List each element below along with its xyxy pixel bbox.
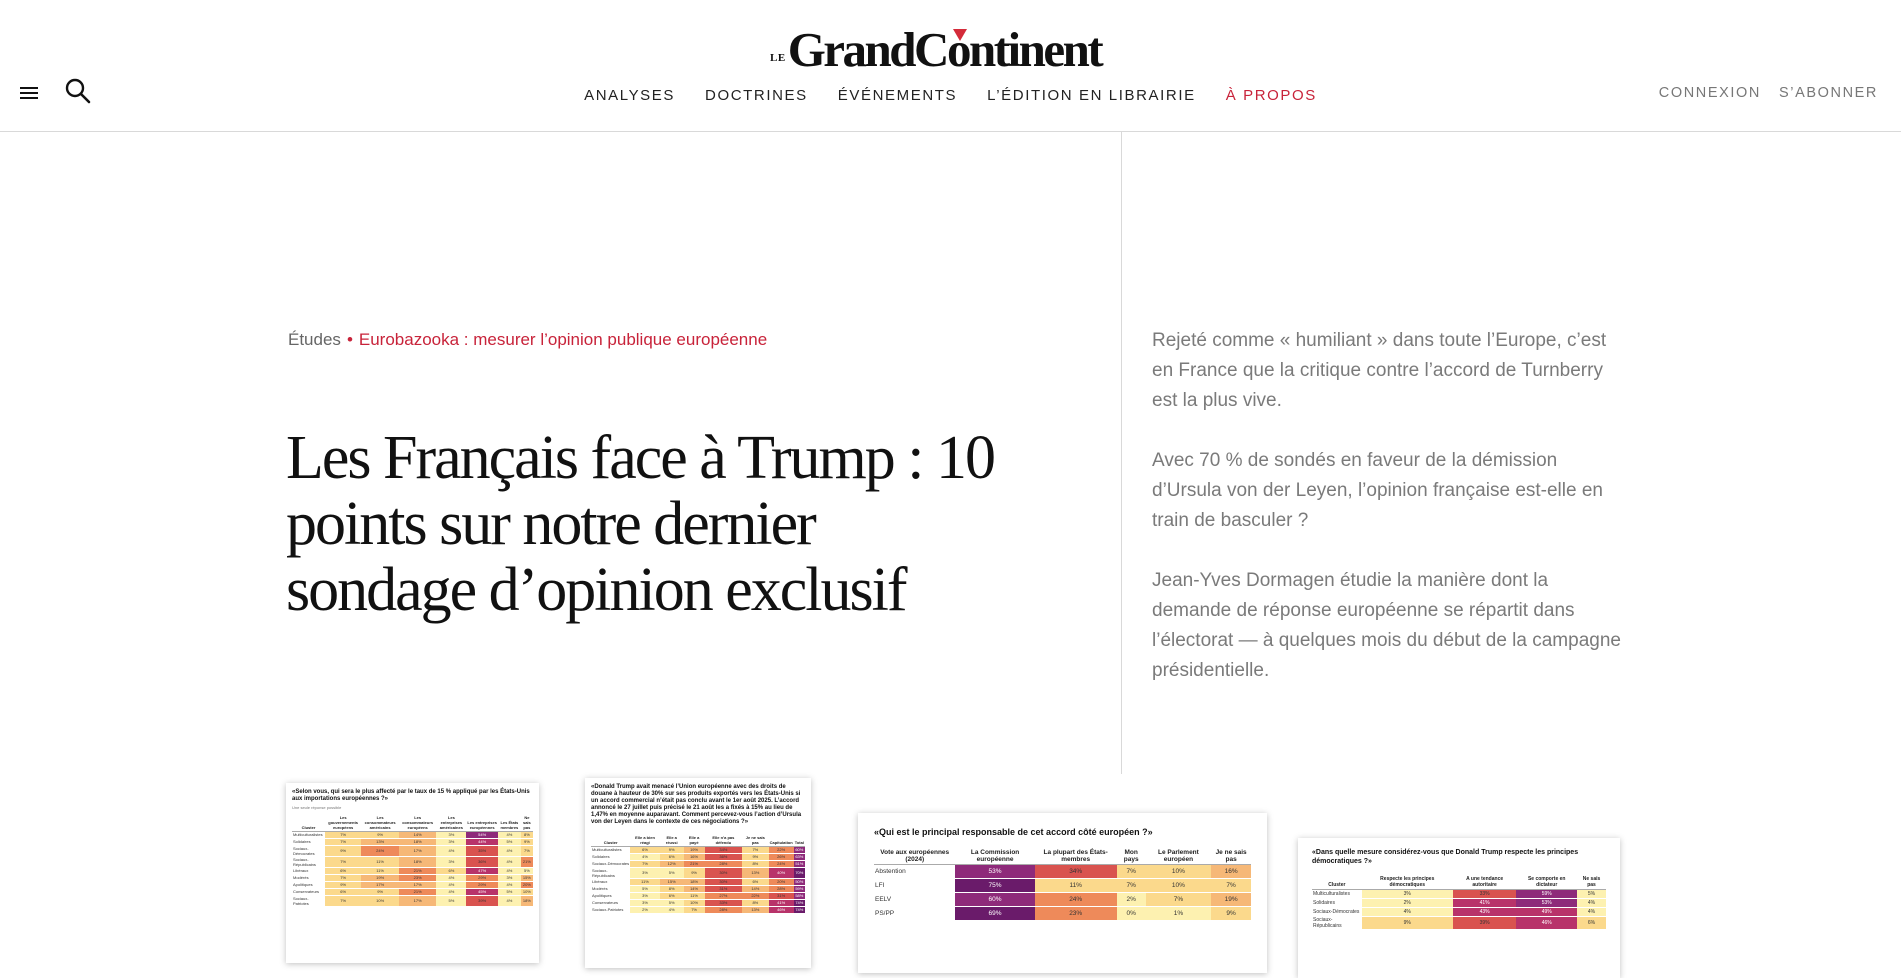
table-cell: 75% bbox=[955, 878, 1034, 892]
row-label: EELV bbox=[874, 892, 955, 906]
table-cell: 10% bbox=[1146, 878, 1212, 892]
table-cell: 7% bbox=[1211, 878, 1251, 892]
figure-thumbnail[interactable] bbox=[585, 778, 811, 968]
table-cell: 41% bbox=[769, 899, 794, 906]
table-cell: 26% bbox=[769, 853, 794, 860]
table-cell: 18% bbox=[521, 895, 533, 906]
table-cell: 44% bbox=[466, 838, 498, 845]
table-cell: 18% bbox=[684, 878, 705, 885]
table-cell: 13% bbox=[742, 867, 768, 878]
table-header-cell: Mon pays bbox=[1117, 844, 1146, 864]
table-cell: 6% bbox=[660, 892, 684, 899]
table-cell: 10% bbox=[1146, 864, 1212, 878]
table-cell: 4% bbox=[436, 845, 466, 856]
table-header-cell: Les entreprises européennes bbox=[466, 813, 498, 831]
table-cell: 7% bbox=[1146, 892, 1212, 906]
table-row bbox=[292, 895, 533, 906]
table-cell: 51% bbox=[795, 861, 804, 866]
table-row bbox=[292, 881, 533, 888]
row-label: Libéraux bbox=[292, 867, 325, 874]
table-cell: 21% bbox=[521, 856, 533, 867]
table-cell: 8% bbox=[742, 860, 768, 867]
table-cell: 6% bbox=[1577, 916, 1606, 929]
table-cell: 17% bbox=[399, 895, 436, 906]
table-cell: 11% bbox=[630, 878, 660, 885]
table-cell: 47% bbox=[466, 867, 498, 874]
table-cell: 9% bbox=[325, 845, 361, 856]
row-label: Sociaux-Patriotes bbox=[591, 906, 630, 913]
row-label: Conservateurs bbox=[292, 888, 325, 895]
table-cell: 17% bbox=[399, 845, 436, 856]
table-cell: 16% bbox=[1211, 864, 1251, 878]
table-cell: 4% bbox=[660, 906, 684, 913]
table-cell: 4% bbox=[1577, 907, 1606, 916]
breadcrumb-series[interactable]: Eurobazooka : mesurer l’opinion publique européenne bbox=[358, 330, 768, 349]
table-row bbox=[292, 831, 533, 838]
nav-item-analyses[interactable]: ANALYSES bbox=[584, 87, 676, 104]
table-cell: 4% bbox=[498, 845, 521, 856]
article-summary bbox=[1152, 326, 1622, 716]
table-cell: 74% bbox=[795, 907, 804, 912]
table-header-cell: Cluster bbox=[292, 813, 325, 831]
row-label: Solidaires bbox=[591, 853, 630, 860]
table-cell: 4% bbox=[498, 895, 521, 906]
table-cell: 45% bbox=[466, 888, 498, 895]
table-cell: 6% bbox=[436, 867, 466, 874]
table-cell: 63% bbox=[795, 854, 804, 859]
table-cell: 5% bbox=[498, 838, 521, 845]
table-cell: 31% bbox=[705, 885, 742, 892]
table-cell: 33% bbox=[1453, 889, 1517, 898]
table-cell: 54% bbox=[466, 831, 498, 838]
row-label: Sociaux-Républicains bbox=[591, 867, 630, 878]
table-row bbox=[292, 888, 533, 895]
table-cell: 39% bbox=[466, 895, 498, 906]
table-cell: 10% bbox=[684, 899, 705, 906]
row-label: Conservateurs bbox=[591, 899, 630, 906]
table-cell: 2% bbox=[1362, 898, 1453, 907]
table-header-cell: Les États membres bbox=[498, 813, 521, 831]
table-row bbox=[591, 892, 805, 899]
table-cell: 3% bbox=[630, 899, 660, 906]
table-cell: 8% bbox=[521, 831, 533, 838]
table-cell: 46% bbox=[769, 906, 794, 913]
table-cell: 29% bbox=[466, 881, 498, 888]
table-cell: 53% bbox=[955, 864, 1034, 878]
table-row bbox=[874, 906, 1251, 920]
table-row bbox=[591, 899, 805, 906]
table-cell: 11% bbox=[1035, 878, 1117, 892]
table-cell: 8% bbox=[660, 885, 684, 892]
row-label: Multiculturalistes bbox=[292, 831, 325, 838]
row-label: Sociaux-Démocrates bbox=[592, 861, 630, 866]
row-label: PS/PP bbox=[874, 906, 955, 920]
table-cell: 10% bbox=[521, 888, 533, 895]
figure-subtitle: Une seule réponse possible bbox=[292, 805, 342, 810]
row-label: Modérés bbox=[591, 885, 630, 892]
table-header-cell: Ne sais pas bbox=[521, 813, 533, 831]
figure-thumbnail[interactable] bbox=[286, 783, 539, 963]
table-cell: 19% bbox=[1211, 892, 1251, 906]
table-cell: 4% bbox=[436, 874, 466, 881]
summary-paragraph: Jean-Yves Dormagen étudie la manière dont la demande de réponse européenne se répartit dans l’électorat — à quelques mois du début de la campagne présidentielle. bbox=[1152, 570, 1621, 681]
table-header-cell: Je ne sais pas bbox=[1211, 844, 1251, 864]
table-row bbox=[874, 864, 1251, 878]
table-header-cell: Les entreprises américaines bbox=[436, 813, 466, 831]
row-label: Solidaires bbox=[292, 838, 325, 845]
table-cell: 9% bbox=[361, 888, 399, 895]
table-cell: 24% bbox=[361, 845, 399, 856]
table-cell: 18% bbox=[399, 856, 436, 867]
figure-thumbnail[interactable] bbox=[1298, 838, 1620, 978]
table-cell: 7% bbox=[325, 895, 361, 906]
table-cell: 16% bbox=[684, 853, 705, 860]
table-cell: 27% bbox=[705, 892, 742, 899]
summary-paragraph: Avec 70 % de sondés en faveur de la démission d’Ursula von der Leyen, l’opinion française est-elle en train de basculer ? bbox=[1152, 450, 1603, 531]
table-cell: 13% bbox=[742, 906, 768, 913]
table-header-cell: Se comporte en dictateur bbox=[1516, 871, 1577, 889]
nav-item-edition-librairie[interactable]: L’ÉDITION EN LIBRAIRIE bbox=[987, 87, 1196, 104]
table-header-cell: La Commission européenne bbox=[955, 844, 1034, 864]
table-cell: 6% bbox=[742, 878, 768, 885]
table-cell: 3% bbox=[436, 831, 466, 838]
table-cell: 18% bbox=[399, 838, 436, 845]
column-divider bbox=[1121, 132, 1122, 774]
table-header-cell: Respecte les principes démocratiques bbox=[1362, 871, 1453, 889]
table-cell: 70% bbox=[794, 867, 805, 878]
table-cell: 6% bbox=[325, 888, 361, 895]
table-header-cell: Ne sais pas bbox=[1577, 871, 1606, 889]
logo-accent-icon bbox=[953, 29, 967, 41]
row-label: Abstention bbox=[874, 864, 955, 878]
table-row bbox=[591, 853, 805, 860]
table-cell: 5% bbox=[498, 888, 521, 895]
table-cell: 43% bbox=[1453, 907, 1517, 916]
figure-table bbox=[1312, 871, 1606, 930]
table-header-cell: Le Parlement européen bbox=[1146, 844, 1212, 864]
table-cell: 34% bbox=[1035, 864, 1117, 878]
table-cell: 9% bbox=[742, 853, 768, 860]
table-row bbox=[1312, 889, 1606, 898]
table-cell: 36% bbox=[466, 856, 498, 867]
table-cell: 7% bbox=[325, 874, 361, 881]
table-cell: 30% bbox=[705, 878, 742, 885]
table-row bbox=[292, 874, 533, 881]
table-cell: 7% bbox=[742, 846, 768, 853]
nav-item-a-propos[interactable]: À PROPOS bbox=[1225, 87, 1317, 104]
table-cell: 39% bbox=[1453, 916, 1517, 929]
table-cell: 3% bbox=[630, 892, 660, 899]
row-label: Solidaires bbox=[1312, 898, 1362, 907]
table-cell: 59% bbox=[1516, 889, 1577, 898]
table-row bbox=[591, 860, 805, 867]
row-label: Multiculturalistes bbox=[1312, 889, 1362, 898]
table-cell: 9% bbox=[1362, 916, 1453, 929]
table-row bbox=[874, 892, 1251, 906]
table-header-cell: A une tendance autoritaire bbox=[1453, 871, 1517, 889]
row-label: Libéraux bbox=[591, 878, 630, 885]
table-row bbox=[591, 885, 805, 892]
summary-paragraph: Rejeté comme « humiliant » dans toute l’Europe, c’est en France que la critique contre l’accord de Turnberry est la plus vive. bbox=[1152, 330, 1607, 411]
table-row bbox=[591, 867, 805, 878]
figure-thumbnail[interactable] bbox=[858, 813, 1267, 973]
auth-links bbox=[1659, 85, 1878, 101]
table-cell: 28% bbox=[769, 885, 794, 892]
table-header-cell: Elle n’a pas défendu bbox=[705, 828, 742, 846]
table-header-cell: Elle a bien réagi bbox=[630, 828, 660, 846]
figure-question: «Qui est le principal responsable de cet accord côté européen ?» bbox=[874, 827, 1153, 837]
table-cell: 7% bbox=[325, 856, 361, 867]
table-cell: 30% bbox=[705, 867, 742, 878]
table-header-cell: Les consommateurs européens bbox=[399, 813, 436, 831]
article-title: Les Français face à Trump : 10 points sur notre dernier sondage d’opinion exclusif bbox=[286, 424, 994, 624]
table-cell: 7% bbox=[325, 831, 361, 838]
table-cell: 9% bbox=[1211, 906, 1251, 920]
table-header-cell: La plupart des États-membres bbox=[1035, 844, 1117, 864]
table-cell: 28% bbox=[705, 906, 742, 913]
table-cell: 28% bbox=[705, 860, 742, 867]
table-cell: 23% bbox=[1035, 906, 1117, 920]
table-cell: 12% bbox=[660, 860, 684, 867]
table-cell: 11% bbox=[361, 856, 399, 867]
table-cell: 6% bbox=[660, 853, 684, 860]
table-row bbox=[591, 906, 805, 913]
table-cell: 21% bbox=[684, 860, 705, 867]
nav-item-evenements[interactable]: ÉVÉNEMENTS bbox=[837, 87, 958, 104]
table-cell: 9% bbox=[325, 881, 361, 888]
table-cell: 7% bbox=[1117, 864, 1146, 878]
table-cell: 14% bbox=[742, 885, 768, 892]
table-cell: 11% bbox=[684, 892, 705, 899]
row-label: Sociaux-Démocrates bbox=[292, 845, 325, 856]
table-cell: 31% bbox=[769, 892, 794, 899]
table-header-cell: Elle a réussi bbox=[660, 828, 684, 846]
table-cell: 53% bbox=[1516, 898, 1577, 907]
table-cell: 4% bbox=[436, 888, 466, 895]
table-cell: 40% bbox=[769, 867, 794, 878]
figure-table bbox=[874, 844, 1251, 921]
table-cell: 3% bbox=[436, 838, 466, 845]
table-cell: 33% bbox=[705, 899, 742, 906]
table-cell: 2% bbox=[630, 906, 660, 913]
table-row bbox=[591, 878, 805, 885]
table-cell: 41% bbox=[1453, 898, 1517, 907]
logo-wordmark bbox=[787, 22, 1102, 77]
table-cell: 5% bbox=[436, 895, 466, 906]
table-header-cell: Les gouvernements européens bbox=[325, 813, 361, 831]
nav-item-doctrines[interactable]: DOCTRINES bbox=[705, 87, 808, 104]
figure-question: «Selon vous, qui sera le plus affecté par le taux de 15 % appliqué par les États-Unis aux importations européennes ?» bbox=[292, 789, 530, 802]
table-cell: 35% bbox=[466, 845, 498, 856]
table-cell: 3% bbox=[436, 856, 466, 867]
table-cell: 5% bbox=[521, 867, 533, 874]
table-cell: 4% bbox=[498, 867, 521, 874]
table-row bbox=[874, 878, 1251, 892]
table-cell: 2% bbox=[1117, 892, 1146, 906]
table-cell: 34% bbox=[705, 846, 742, 853]
table-cell: 9% bbox=[521, 838, 533, 845]
table-cell: 4% bbox=[1577, 898, 1606, 907]
table-cell: 11% bbox=[361, 867, 399, 874]
table-header-cell: Cluster bbox=[591, 828, 630, 846]
site-header bbox=[0, 0, 1901, 132]
table-cell: 10% bbox=[361, 895, 399, 906]
row-label: Sociaux-Patriotes bbox=[292, 895, 325, 906]
table-row bbox=[292, 867, 533, 874]
table-header-cell: Elle a payé bbox=[684, 828, 705, 846]
table-cell: 36% bbox=[705, 853, 742, 860]
table-cell: 7% bbox=[684, 906, 705, 913]
table-cell: 7% bbox=[630, 860, 660, 867]
figure-table bbox=[591, 828, 805, 914]
table-cell: 15% bbox=[660, 878, 684, 885]
table-cell: 5% bbox=[660, 867, 684, 878]
row-label: Sociaux-Démocrates bbox=[1312, 907, 1362, 916]
table-cell: 14% bbox=[684, 885, 705, 892]
table-cell: 24% bbox=[769, 860, 794, 867]
table-row bbox=[1312, 898, 1606, 907]
table-header-cell: Vote aux européennes (2024) bbox=[874, 844, 955, 864]
row-label: Multiculturalistes bbox=[591, 846, 630, 853]
table-header-cell: Total bbox=[794, 828, 805, 846]
table-cell: 20% bbox=[521, 881, 533, 888]
table-row bbox=[292, 845, 533, 856]
table-cell: 17% bbox=[361, 881, 399, 888]
row-label: Sociaux-Républicains bbox=[292, 856, 325, 867]
table-row bbox=[292, 838, 533, 845]
table-cell: 3% bbox=[1362, 889, 1453, 898]
logo-text: GrandContinent bbox=[787, 22, 1102, 77]
table-cell: 22% bbox=[742, 892, 768, 899]
table-cell: 4% bbox=[1362, 907, 1453, 916]
table-cell: 5% bbox=[660, 899, 684, 906]
table-cell: 4% bbox=[630, 853, 660, 860]
table-header-cell: Cluster bbox=[1312, 871, 1362, 889]
row-label: Apolitiques bbox=[292, 881, 325, 888]
figure-question: «Donald Trump avait menacé l’Union européenne avec des droits de douane à hauteur de 30% sur ses produits exportés vers les États-Unis si un accord commercial n’était pas conclu avant le 1er août 2025. L’accord annoncé le 27 juillet puis précisé le 21 août les a fixés à 15% au lieu de 1,47% en moyenne auparavant. Comment percevez-vous l’action d’Ursula von der Leyen dans le contexte de ces négociations ?» bbox=[591, 784, 802, 825]
table-cell: 9% bbox=[361, 831, 399, 838]
table-cell: 46% bbox=[1516, 916, 1577, 929]
table-cell: 5% bbox=[630, 885, 660, 892]
table-cell: 7% bbox=[325, 838, 361, 845]
table-cell: 24% bbox=[1035, 892, 1117, 906]
table-cell: 8% bbox=[742, 899, 768, 906]
subscribe-link[interactable]: S’ABONNER bbox=[1779, 85, 1878, 101]
table-cell: 22% bbox=[769, 846, 794, 853]
breadcrumb-separator: • bbox=[346, 330, 353, 349]
table-cell: 74% bbox=[795, 900, 804, 905]
table-cell: 4% bbox=[498, 831, 521, 838]
table-cell: 0% bbox=[1117, 906, 1146, 920]
table-cell: 5% bbox=[1577, 889, 1606, 898]
logo-prefix: LE bbox=[770, 52, 786, 64]
table-cell: 21% bbox=[399, 867, 436, 874]
breadcrumb bbox=[288, 330, 767, 350]
table-cell: 59% bbox=[795, 886, 804, 891]
table-cell: 14% bbox=[399, 831, 436, 838]
table-cell: 6% bbox=[630, 846, 660, 853]
table-row bbox=[1312, 916, 1606, 929]
main-nav bbox=[0, 87, 1901, 104]
table-row bbox=[591, 846, 805, 853]
table-row bbox=[292, 856, 533, 867]
table-cell: 49% bbox=[1516, 907, 1577, 916]
table-cell: 20% bbox=[769, 878, 794, 885]
table-cell: 4% bbox=[498, 856, 521, 867]
table-cell: 69% bbox=[955, 906, 1034, 920]
row-label: Sociaux-Républicains bbox=[1312, 916, 1362, 929]
table-cell: 60% bbox=[955, 892, 1034, 906]
table-cell: 7% bbox=[521, 845, 533, 856]
row-label: LFI bbox=[874, 878, 955, 892]
table-cell: 7% bbox=[1117, 878, 1146, 892]
row-label: Apolitiques bbox=[591, 892, 630, 899]
table-cell: 4% bbox=[436, 881, 466, 888]
table-header-cell: Je ne sais pas bbox=[742, 828, 768, 846]
login-link[interactable]: CONNEXION bbox=[1658, 85, 1761, 101]
table-cell: 15% bbox=[521, 874, 533, 881]
table-cell: 9% bbox=[660, 846, 684, 853]
table-cell: 17% bbox=[399, 881, 436, 888]
table-header-cell: Les consommateurs américains bbox=[361, 813, 399, 831]
table-header-cell: Capitulation bbox=[769, 828, 794, 846]
figure-table bbox=[292, 813, 533, 907]
table-row bbox=[1312, 907, 1606, 916]
table-cell: 29% bbox=[466, 874, 498, 881]
table-cell: 13% bbox=[361, 838, 399, 845]
table-cell: 23% bbox=[399, 874, 436, 881]
table-cell: 60% bbox=[795, 847, 804, 852]
table-cell: 19% bbox=[684, 846, 705, 853]
table-cell: 19% bbox=[361, 874, 399, 881]
table-cell: 50% bbox=[795, 879, 804, 884]
table-cell: 3% bbox=[498, 874, 521, 881]
table-cell: 21% bbox=[399, 888, 436, 895]
table-cell: 3% bbox=[630, 867, 660, 878]
breadcrumb-category[interactable]: Études bbox=[288, 330, 341, 349]
table-cell: 9% bbox=[684, 867, 705, 878]
table-cell: 58% bbox=[795, 893, 804, 898]
table-cell: 4% bbox=[498, 881, 521, 888]
figure-question: «Dans quelle mesure considérez-vous que Donald Trump respecte les principes démocratiques ?» bbox=[1312, 849, 1579, 865]
table-cell: 1% bbox=[1146, 906, 1212, 920]
site-logo[interactable] bbox=[770, 18, 1102, 77]
row-label: Modérés bbox=[292, 874, 325, 881]
table-cell: 6% bbox=[325, 867, 361, 874]
